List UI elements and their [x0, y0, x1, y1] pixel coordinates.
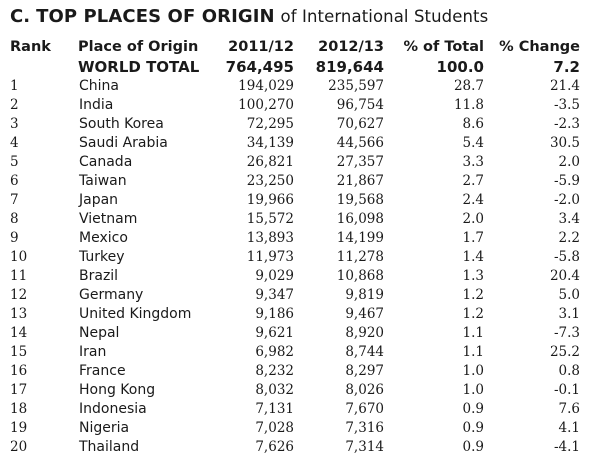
table-row	[10, 343, 580, 362]
value-2012-cell: 14,199	[336, 230, 384, 246]
title-main: TOP PLACES OF ORIGIN	[36, 6, 275, 27]
value-2011-cell: 34,139	[246, 135, 294, 151]
col-header-rank: Rank	[10, 39, 51, 55]
pct-change-cell: 2.2	[558, 230, 580, 246]
pct-total-cell: 5.4	[462, 135, 484, 151]
world-total-pct-total: 100.0	[436, 58, 484, 76]
pct-total-cell: 1.0	[462, 363, 484, 379]
pct-change-cell: -0.1	[553, 382, 580, 398]
table-row	[10, 153, 580, 172]
pct-total-cell: 1.1	[462, 325, 484, 341]
value-2011-cell: 26,821	[246, 154, 294, 170]
pct-change-cell: 25.2	[549, 344, 580, 360]
pct-total-cell: 3.3	[462, 154, 484, 170]
value-2011-cell: 19,966	[246, 192, 294, 208]
place-cell: Germany	[79, 287, 144, 303]
table-row	[10, 248, 580, 267]
rank-cell: 4	[10, 135, 19, 151]
value-2011-cell: 8,032	[255, 382, 294, 398]
table-row	[10, 210, 580, 229]
table-row	[10, 115, 580, 134]
pct-change-cell: 7.6	[558, 401, 580, 417]
rank-cell: 20	[10, 439, 28, 455]
table-row	[10, 191, 580, 210]
rank-cell: 6	[10, 173, 19, 189]
rank-cell: 19	[10, 420, 28, 436]
place-cell: Nepal	[79, 325, 120, 341]
place-cell: Japan	[79, 192, 119, 208]
table-row	[10, 305, 580, 324]
value-2011-cell: 7,028	[255, 420, 294, 436]
pct-total-cell: 28.7	[453, 78, 484, 94]
value-2012-cell: 7,316	[345, 420, 384, 436]
place-cell: Nigeria	[79, 420, 130, 436]
value-2011-cell: 8,232	[255, 363, 294, 379]
table-row	[10, 267, 580, 286]
pct-change-cell: -3.5	[553, 97, 580, 113]
table-row	[10, 419, 580, 438]
pct-total-cell: 0.9	[462, 401, 484, 417]
table-row	[10, 77, 580, 96]
header-row	[10, 37, 580, 57]
rank-cell: 12	[10, 287, 28, 303]
table-row	[10, 96, 580, 115]
pct-total-cell: 11.8	[453, 97, 484, 113]
pct-change-cell: 5.0	[558, 287, 580, 303]
pct-change-cell: 21.4	[549, 78, 580, 94]
place-cell: South Korea	[79, 116, 164, 132]
world-total-label: WORLD TOTAL	[78, 58, 200, 76]
value-2012-cell: 27,357	[336, 154, 384, 170]
pct-change-cell: 30.5	[549, 135, 580, 151]
place-cell: Thailand	[79, 439, 140, 455]
value-2011-cell: 7,626	[255, 439, 294, 455]
table-body	[10, 77, 580, 457]
table-header	[10, 37, 580, 77]
pct-total-cell: 1.3	[462, 268, 484, 284]
pct-total-cell: 1.7	[462, 230, 484, 246]
place-cell: Hong Kong	[79, 382, 156, 398]
value-2012-cell: 10,868	[336, 268, 384, 284]
value-2012-cell: 19,568	[336, 192, 384, 208]
place-cell: Taiwan	[79, 173, 127, 189]
value-2011-cell: 11,973	[246, 249, 294, 265]
value-2011-cell: 9,621	[255, 325, 294, 341]
rank-cell: 11	[10, 268, 28, 284]
place-cell: Saudi Arabia	[79, 135, 168, 151]
table-row	[10, 400, 580, 419]
value-2012-cell: 21,867	[336, 173, 384, 189]
table-row	[10, 134, 580, 153]
rank-cell: 14	[10, 325, 28, 341]
rank-cell: 17	[10, 382, 28, 398]
pct-total-cell: 1.2	[462, 306, 484, 322]
document-title	[10, 6, 488, 27]
pct-total-cell: 1.4	[462, 249, 484, 265]
rank-cell: 7	[10, 192, 19, 208]
pct-total-cell: 0.9	[462, 420, 484, 436]
title-subtitle: of International Students	[280, 7, 489, 26]
value-2012-cell: 9,467	[345, 306, 384, 322]
col-header-2012: 2012/13	[318, 39, 384, 55]
pct-change-cell: -2.3	[553, 116, 580, 132]
rank-cell: 15	[10, 344, 28, 360]
value-2011-cell: 13,893	[246, 230, 294, 246]
table-row	[10, 381, 580, 400]
value-2011-cell: 6,982	[255, 344, 294, 360]
value-2012-cell: 96,754	[336, 97, 384, 113]
value-2012-cell: 8,920	[345, 325, 384, 341]
rank-cell: 10	[10, 249, 28, 265]
rank-cell: 5	[10, 154, 19, 170]
world-total-2012: 819,644	[315, 58, 384, 76]
pct-total-cell: 8.6	[462, 116, 484, 132]
pct-total-cell: 1.1	[462, 344, 484, 360]
pct-change-cell: -4.1	[553, 439, 580, 455]
world-total-rank	[10, 57, 78, 77]
pct-change-cell: 0.8	[558, 363, 580, 379]
value-2011-cell: 15,572	[246, 211, 294, 227]
table-row	[10, 324, 580, 343]
value-2011-cell: 23,250	[246, 173, 294, 189]
pct-change-cell: -5.9	[553, 173, 580, 189]
value-2012-cell: 235,597	[328, 78, 384, 94]
world-total-2011: 764,495	[225, 58, 294, 76]
col-header-pct-total: % of Total	[403, 39, 484, 55]
table-row	[10, 229, 580, 248]
rank-cell: 16	[10, 363, 28, 379]
place-cell: India	[79, 97, 114, 113]
pct-total-cell: 0.9	[462, 439, 484, 455]
value-2011-cell: 9,029	[255, 268, 294, 284]
place-cell: Brazil	[79, 268, 119, 284]
col-header-place: Place of Origin	[78, 39, 199, 55]
table-row	[10, 438, 580, 457]
value-2012-cell: 7,314	[345, 439, 384, 455]
rank-cell: 13	[10, 306, 28, 322]
value-2012-cell: 7,670	[345, 401, 384, 417]
origin-table	[10, 37, 580, 457]
rank-cell: 1	[10, 78, 19, 94]
value-2012-cell: 44,566	[336, 135, 384, 151]
pct-total-cell: 2.4	[462, 192, 484, 208]
pct-change-cell: 4.1	[558, 420, 580, 436]
value-2012-cell: 8,297	[345, 363, 384, 379]
pct-change-cell: 3.1	[558, 306, 580, 322]
pct-change-cell: -5.8	[553, 249, 580, 265]
world-total-row	[10, 57, 580, 77]
value-2012-cell: 8,026	[345, 382, 384, 398]
rank-cell: 9	[10, 230, 19, 246]
value-2011-cell: 72,295	[246, 116, 294, 132]
col-header-2011: 2011/12	[228, 39, 294, 55]
pct-change-cell: -7.3	[553, 325, 580, 341]
pct-total-cell: 2.7	[462, 173, 484, 189]
place-cell: China	[79, 78, 119, 94]
table-row	[10, 362, 580, 381]
col-header-pct-change: % Change	[499, 39, 580, 55]
value-2011-cell: 194,029	[238, 78, 294, 94]
pct-total-cell: 2.0	[462, 211, 484, 227]
place-cell: United Kingdom	[79, 306, 192, 322]
pct-change-cell: 3.4	[558, 211, 580, 227]
value-2011-cell: 100,270	[238, 97, 294, 113]
place-cell: Mexico	[79, 230, 128, 246]
place-cell: Canada	[79, 154, 133, 170]
value-2012-cell: 70,627	[336, 116, 384, 132]
value-2012-cell: 11,278	[336, 249, 384, 265]
place-cell: Indonesia	[79, 401, 147, 417]
pct-total-cell: 1.2	[462, 287, 484, 303]
table-row	[10, 172, 580, 191]
rank-cell: 8	[10, 211, 19, 227]
place-cell: Turkey	[79, 249, 125, 265]
value-2012-cell: 8,744	[345, 344, 384, 360]
place-cell: Iran	[79, 344, 107, 360]
pct-total-cell: 1.0	[462, 382, 484, 398]
pct-change-cell: 2.0	[558, 154, 580, 170]
value-2011-cell: 9,186	[255, 306, 294, 322]
rank-cell: 18	[10, 401, 28, 417]
rank-cell: 2	[10, 97, 19, 113]
value-2012-cell: 16,098	[336, 211, 384, 227]
place-cell: Vietnam	[79, 211, 138, 227]
place-cell: France	[79, 363, 126, 379]
world-total-pct-change: 7.2	[553, 58, 580, 76]
value-2012-cell: 9,819	[345, 287, 384, 303]
value-2011-cell: 9,347	[255, 287, 294, 303]
pct-change-cell: -2.0	[553, 192, 580, 208]
title-prefix: C.	[10, 6, 31, 27]
value-2011-cell: 7,131	[255, 401, 294, 417]
pct-change-cell: 20.4	[549, 268, 580, 284]
table-row	[10, 286, 580, 305]
rank-cell: 3	[10, 116, 19, 132]
